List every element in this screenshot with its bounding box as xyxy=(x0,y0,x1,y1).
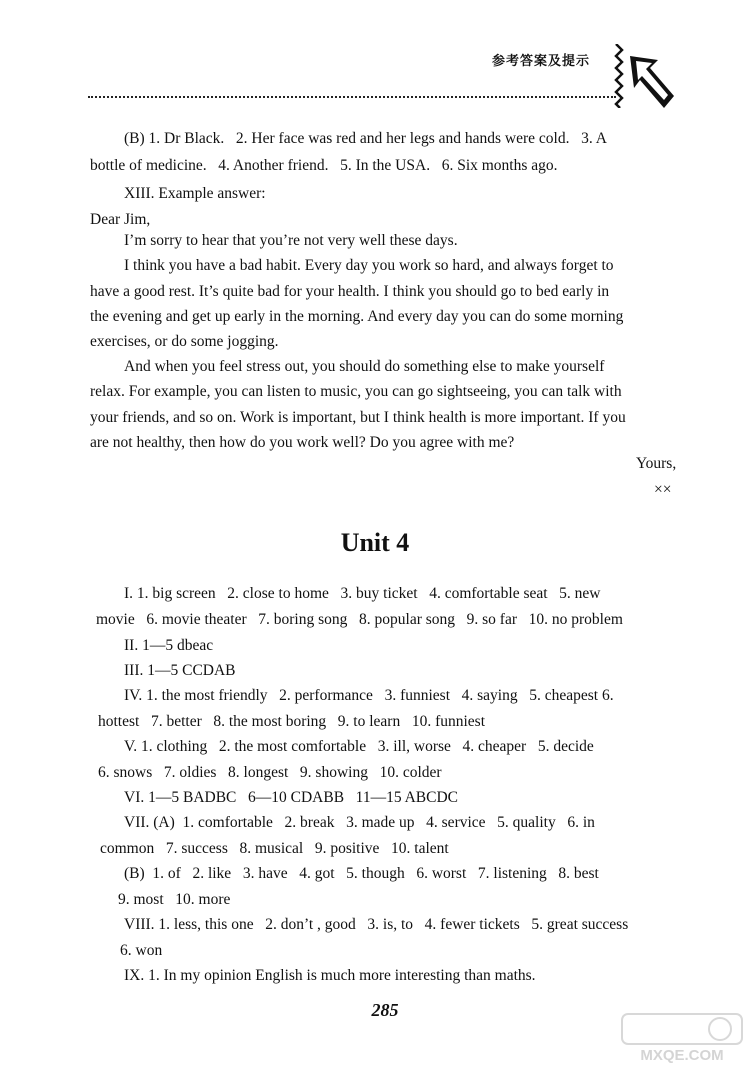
answer-line: VI. 1—5 BADBC 6—10 CDABB 11—15 ABCDC xyxy=(124,789,459,806)
answer-line: VII. (A) 1. comfortable 2. break 3. made up 4. service 5. quality 6. in xyxy=(124,814,595,831)
svg-text:MXQE.COM: MXQE.COM xyxy=(640,1047,724,1064)
answer-line: hottest 7. better 8. the most boring 9. to learn 10. funniest xyxy=(98,713,486,730)
letter-line: have a good rest. It’s quite bad for your health. I think you should go to bed early in xyxy=(90,283,610,300)
answer-line: IV. 1. the most friendly 2. performance 3. funniest 4. saying 5. cheapest 6. xyxy=(124,687,614,704)
letter-line: relax. For example, you can listen to music, you can go sightseeing, you can talk with xyxy=(90,383,622,400)
header-divider xyxy=(88,96,616,98)
answer-line: 6. won xyxy=(120,942,163,959)
letter-signature: ×× xyxy=(654,481,672,498)
arrow-icon xyxy=(628,52,676,114)
letter-line: the evening and get up early in the morning. And every day you can do some morning xyxy=(90,308,624,325)
answer-line: I. 1. big screen 2. close to home 3. buy ticket 4. comfortable seat 5. new xyxy=(124,585,601,602)
answer-line: (B) 1. of 2. like 3. have 4. got 5. though 6. worst 7. listening 8. best xyxy=(124,865,599,882)
zigzag-border-icon xyxy=(612,44,626,108)
answer-line: III. 1—5 CCDAB xyxy=(124,662,236,679)
letter-line: your friends, and so on. Work is important, but I think health is more important. If you xyxy=(90,409,626,426)
answer-b-line-2: bottle of medicine. 4. Another friend. 5. In the USA. 6. Six months ago. xyxy=(90,157,558,174)
letter-line: exercises, or do some jogging. xyxy=(90,333,279,350)
header-title: 参考答案及提示 xyxy=(492,54,591,69)
page-number: 285 xyxy=(371,1000,399,1020)
answer-line: 6. snows 7. oldies 8. longest 9. showing 10. colder xyxy=(98,764,442,781)
answer-line: IX. 1. In my opinion English is much more interesting than maths. xyxy=(124,967,536,984)
answer-line: common 7. success 8. musical 9. positive 10. talent xyxy=(100,840,449,857)
answer-line: 9. most 10. more xyxy=(118,891,231,908)
letter-line: And when you feel stress out, you should do something else to make yourself xyxy=(124,358,605,375)
answer-line: VIII. 1. less, this one 2. don’t , good 3. is, to 4. fewer tickets 5. great success xyxy=(124,916,629,933)
letter-line: I’m sorry to hear that you’re not very well these days. xyxy=(124,232,458,249)
answer-line: II. 1—5 dbeac xyxy=(124,637,214,654)
letter-line: are not healthy, then how do you work well? Do you agree with me? xyxy=(90,434,515,451)
letter-closing: Yours, xyxy=(636,455,677,472)
unit-title: Unit 4 xyxy=(340,528,410,557)
letter-line: I think you have a bad habit. Every day you work so hard, and always forget to xyxy=(124,257,614,274)
answer-line: V. 1. clothing 2. the most comfortable 3. ill, worse 4. cheaper 5. decide xyxy=(124,738,594,755)
letter-salutation: Dear Jim, xyxy=(90,211,151,228)
answer-b-line-1: (B) 1. Dr Black. 2. Her face was red and her legs and hands were cold. 3. A xyxy=(124,130,607,147)
answer-line: movie 6. movie theater 7. boring song 8. popular song 9. so far 10. no problem xyxy=(96,611,623,628)
section-xiii-heading: XIII. Example answer: xyxy=(124,185,266,202)
watermark-logo xyxy=(620,1012,744,1064)
